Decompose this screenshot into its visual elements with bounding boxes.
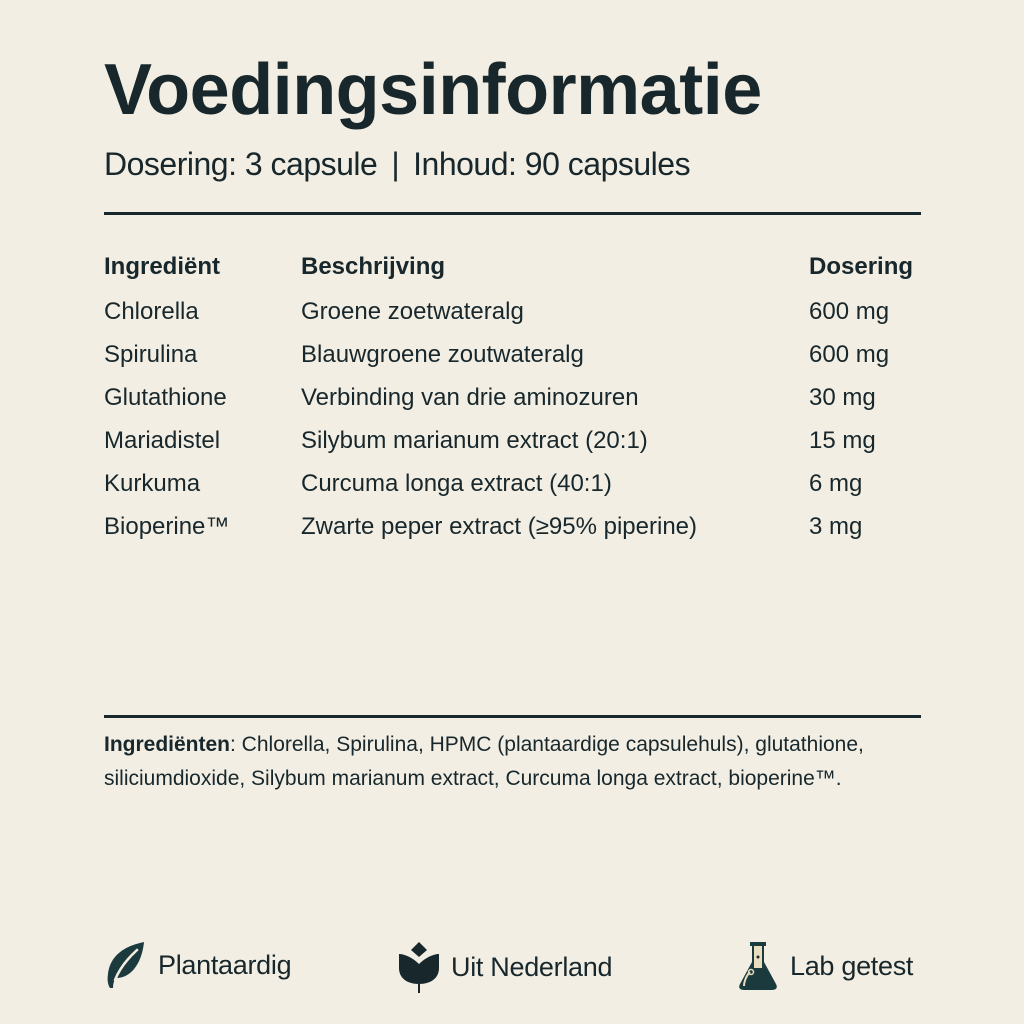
- cell-ingredient: Glutathione: [104, 384, 227, 411]
- flask-icon: [736, 940, 780, 992]
- badge-label: Plantaardig: [158, 949, 292, 980]
- ingredients-label: Ingrediënten: [104, 733, 231, 756]
- feature-badges: [0, 940, 1024, 1000]
- cell-description: Silybum marianum extract (20:1): [301, 427, 648, 454]
- header-ingredient: Ingrediënt: [104, 253, 221, 280]
- ingredients-text: : Chlorella, Spirulina, HPMC (plantaardige capsulehuls), glutathione, siliciumdioxide, Silybum marianum extract, Curcuma longa extract, bioperine™.: [104, 733, 864, 790]
- content-info: Inhoud: 90 capsules: [413, 146, 691, 182]
- leaf-icon: [104, 940, 148, 990]
- cell-ingredient: Mariadistel: [104, 427, 221, 454]
- cell-ingredient: Bioperine™: [104, 513, 230, 540]
- table-row: [104, 424, 924, 467]
- cell-description: Zwarte peper extract (≥95% piperine): [301, 513, 698, 540]
- table-row: [104, 510, 924, 553]
- dosage-info: Dosering: 3 capsule: [104, 146, 378, 182]
- cell-dosage: 3 mg: [809, 513, 863, 540]
- cell-dosage: 600 mg: [809, 298, 890, 325]
- cell-dosage: 30 mg: [809, 384, 876, 411]
- header-description: Beschrijving: [301, 253, 446, 280]
- cell-ingredient: Kurkuma: [104, 470, 201, 497]
- table-row: [104, 467, 924, 510]
- cell-ingredient: Chlorella: [104, 298, 199, 325]
- cell-description: Verbinding van drie aminozuren: [301, 384, 639, 411]
- cell-dosage: 600 mg: [809, 341, 890, 368]
- header-dosage: Dosering: [809, 253, 914, 280]
- subtitle: [104, 142, 690, 186]
- cell-dosage: 6 mg: [809, 470, 863, 497]
- table-row: [104, 381, 924, 424]
- tulip-icon: [397, 940, 441, 994]
- table-header: [104, 250, 924, 295]
- cell-ingredient: Spirulina: [104, 341, 198, 368]
- badge-lab-getest: [736, 940, 913, 992]
- divider-top: [104, 212, 921, 215]
- cell-description: Groene zoetwateralg: [301, 298, 524, 325]
- table-row: [104, 338, 924, 381]
- badge-label: Uit Nederland: [451, 951, 613, 982]
- cell-description: Blauwgroene zoutwateralg: [301, 341, 584, 368]
- nutrition-table: [104, 250, 924, 553]
- cell-dosage: 15 mg: [809, 427, 876, 454]
- page-title: Voedingsinformatie: [104, 50, 762, 130]
- badge-label: Lab getest: [790, 950, 914, 981]
- divider-bottom: [104, 715, 921, 718]
- table-row: [104, 295, 924, 338]
- cell-description: Curcuma longa extract (40:1): [301, 470, 612, 497]
- separator: |: [391, 146, 400, 182]
- badge-uit-nederland: [397, 940, 612, 994]
- badge-plantaardig: [104, 940, 291, 990]
- ingredients-list: [104, 728, 904, 796]
